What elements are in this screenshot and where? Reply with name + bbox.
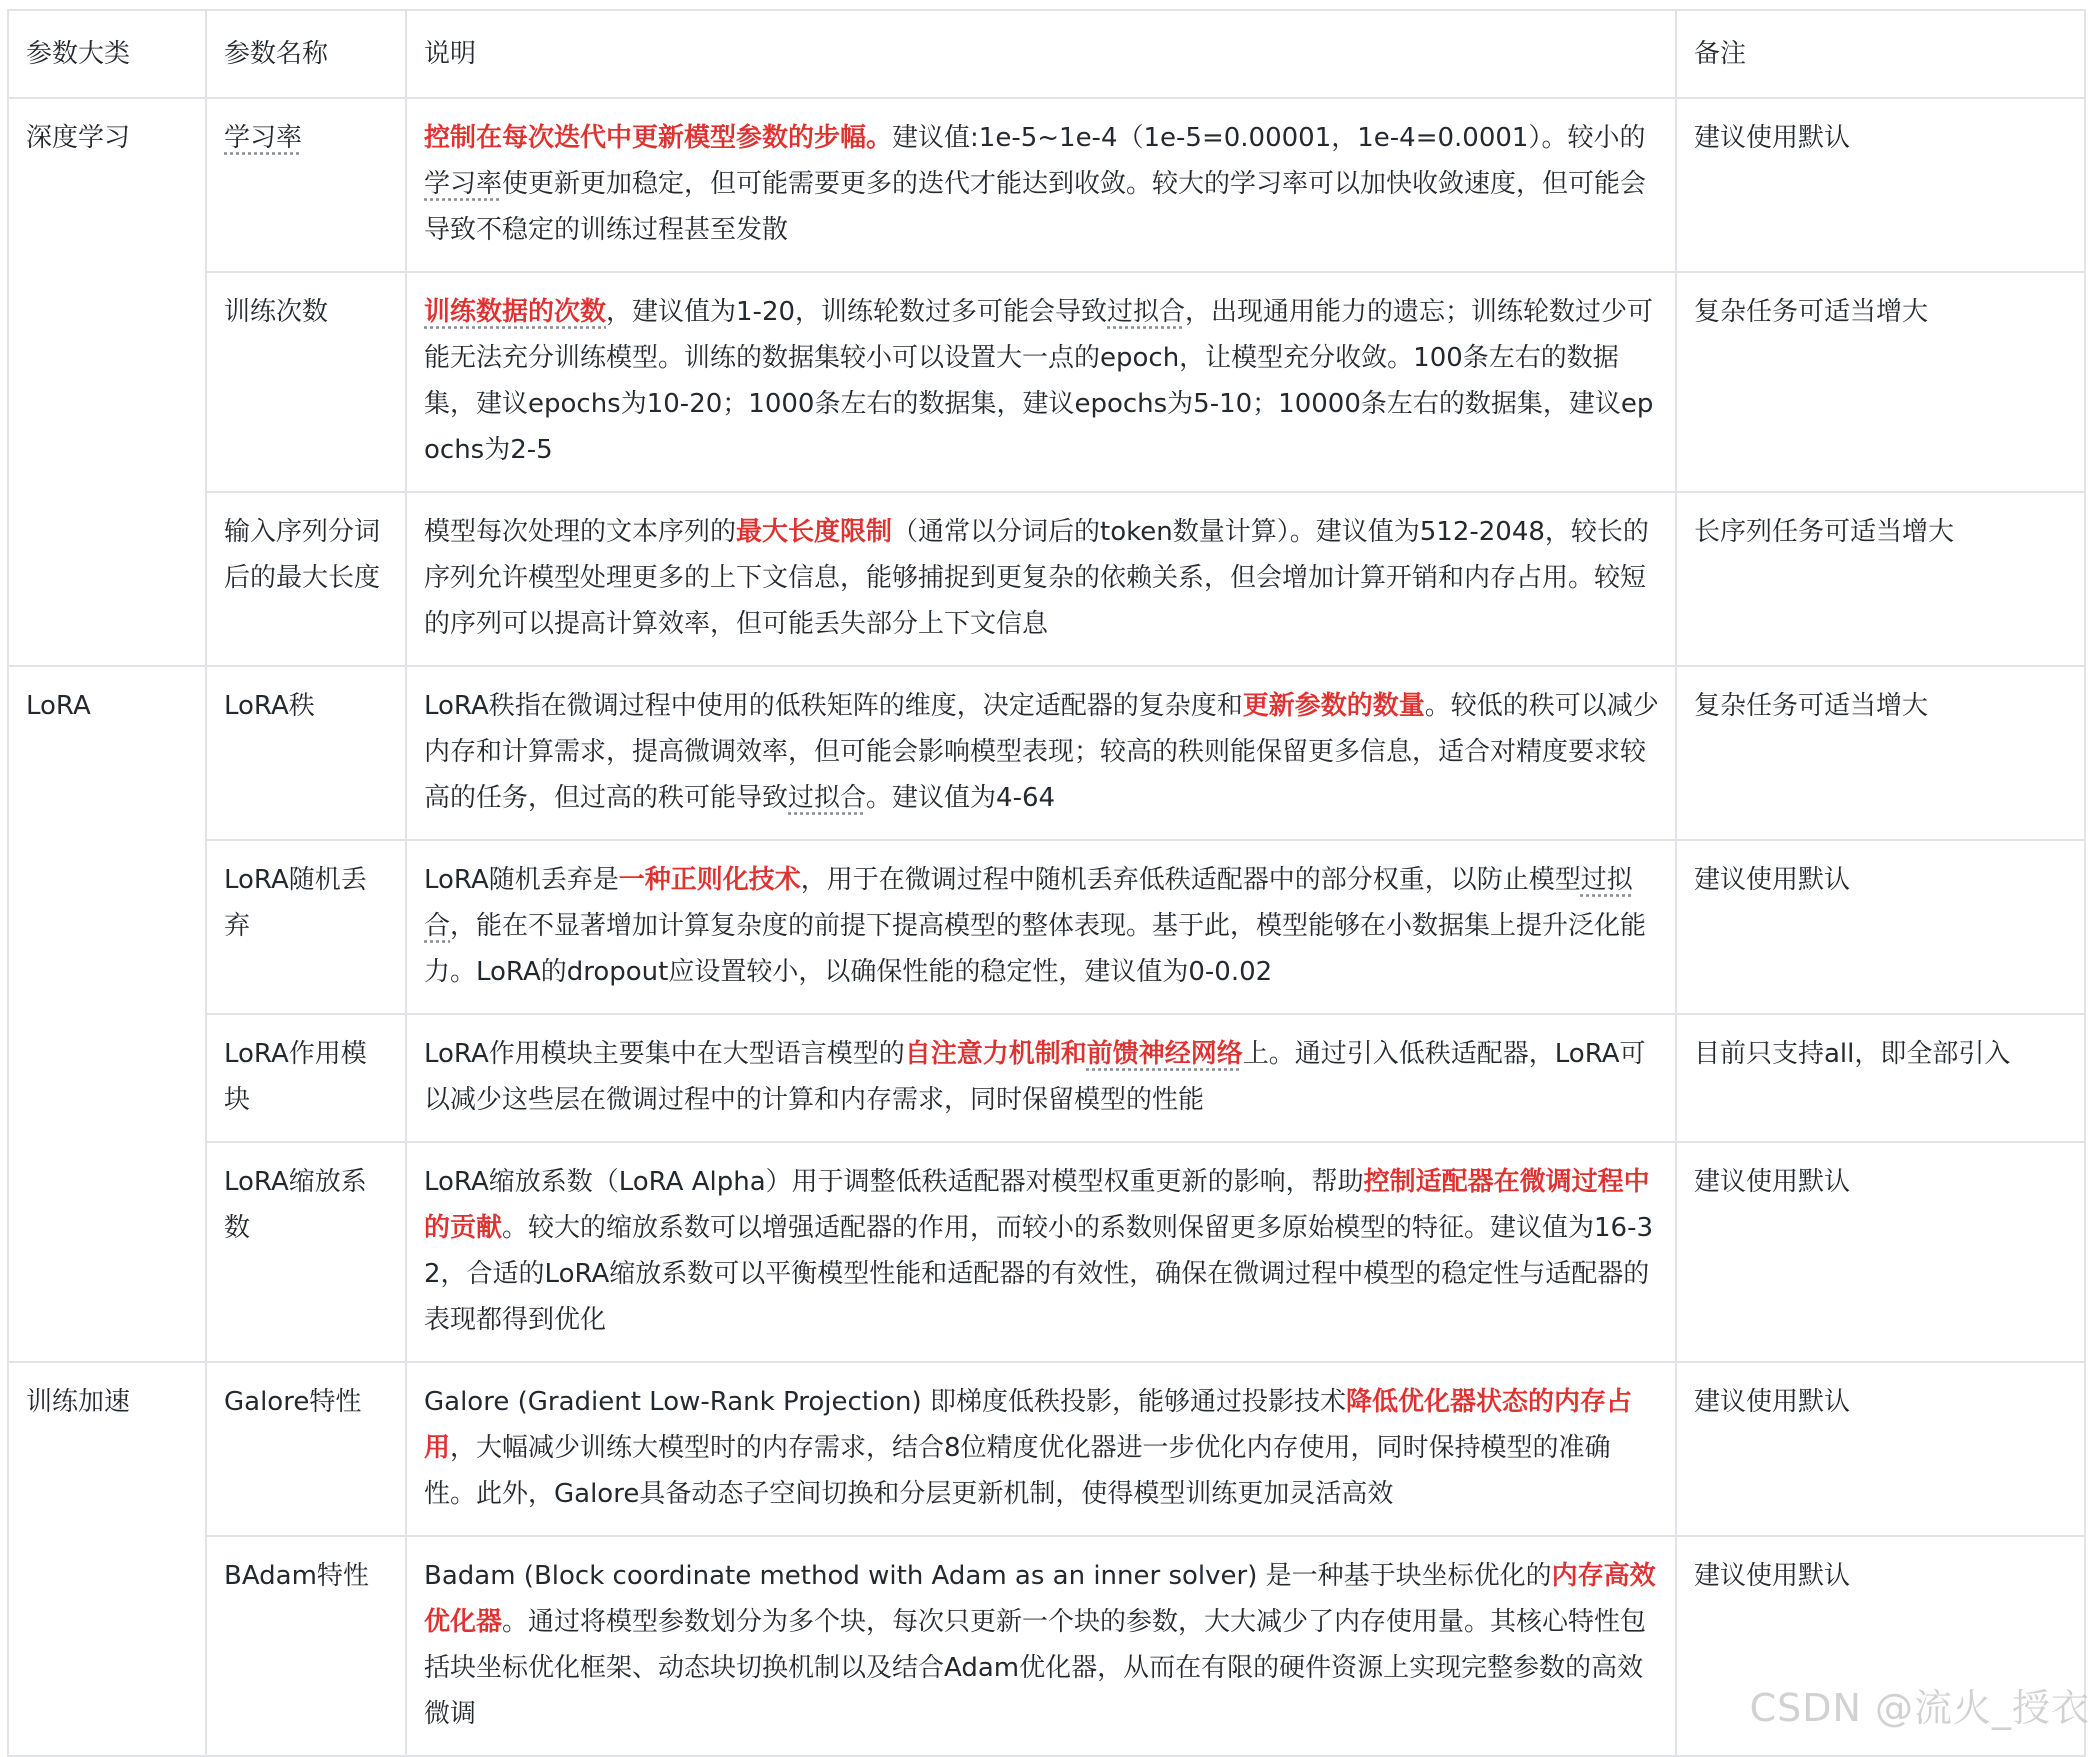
text-segment: 。通过将模型参数划分为多个块，每次只更新一个块的参数，大大减少了内存使用量。其核心特性包括块坐标优化框架、动态块切换机制以及结合Adam优化器，从而在有限的硬件资源上实现完整参数的高效微调 [424,1607,1647,1729]
text-segment: LoRA随机丢弃是 [424,865,619,895]
note-cell: 建议使用默认 [1676,840,2085,1014]
text-segment: LoRA作用模块 [224,1039,367,1115]
note-cell: 复杂任务可适当增大 [1676,666,2085,840]
note-cell: 建议使用默认 [1676,1362,2085,1536]
annotated-term: 过拟合 [788,783,867,813]
description-cell [406,840,1676,1014]
param-name-cell [206,666,406,840]
param-name-cell [206,1014,406,1142]
note-cell: 建议使用默认 [1676,98,2085,272]
header-name: 参数名称 [206,10,406,98]
note-cell: 目前只支持all，即全部引入 [1676,1014,2085,1142]
param-name-cell [206,272,406,492]
text-segment: 。建议值为4-64 [866,783,1056,813]
text-segment: 。较大的缩放系数可以增强适配器的作用，而较小的系数则保留更多原始模型的特征。建议值为16-32，合适的LoRA缩放系数可以平衡模型性能和适配器的有效性，确保在微调过程中模型的稳定性与适配器的表现都得到优化 [424,1213,1654,1335]
note-cell: 复杂任务可适当增大 [1676,272,2085,492]
description-cell [406,666,1676,840]
parameter-table [7,9,2086,1757]
param-name-cell [206,840,406,1014]
highlighted-text: 更新参数的数量 [1242,691,1425,721]
header-description: 说明 [406,10,1676,98]
table-row [8,840,2085,1014]
text-segment: ，建议值为1-20，训练轮数过多可能会导致 [606,297,1108,327]
text-segment: ，出现通用能力的遗忘；训练轮数过少可能无法充分训练模型。训练的数据集较小可以设置大一点的epoch，让模型充分收敛。100条左右的数据集，建议epochs为10-20；1000条左右的数据集，建议epochs为5-10；10000条左右的数据集，建议epochs为2-5 [424,297,1654,465]
highlighted-text: 内存高效优化器 [424,1561,1656,1637]
text-segment: ，用于在微调过程中随机丢弃低秩适配器中的部分权重，以防止模型 [800,865,1581,895]
category-cell: LoRA [8,666,206,1362]
highlighted-text: 控制在每次迭代中更新模型参数的步幅。 [424,123,893,153]
highlighted-text: 训练数据的次数 [424,297,607,327]
highlighted-text: 控制适配器在微调过程中的贡献 [424,1167,1650,1243]
description-cell [406,492,1676,666]
annotated-term: 过拟合 [1107,297,1186,327]
description-cell [406,1142,1676,1362]
note-cell: 建议使用默认 [1676,1536,2085,1756]
category-cell: 深度学习 [8,98,206,666]
param-name-cell [206,492,406,666]
text-segment: 。较低的秩可以减少内存和计算需求，提高微调效率，但可能会影响模型表现；较高的秩则能保留更多信息，适合对精度要求较高的任务，但过高的秩可能导致 [424,691,1659,813]
table-row [8,1014,2085,1142]
description-cell [406,98,1676,272]
highlighted-text: 最大长度限制 [736,517,893,547]
text-segment: Galore特性 [224,1387,362,1417]
annotated-term: 学习率 [224,123,303,153]
table-row [8,272,2085,492]
description-cell [406,1536,1676,1756]
description-cell [406,1362,1676,1536]
table-row [8,98,2085,272]
highlighted-text: 降低优化器状态的内存占用 [424,1387,1632,1463]
text-segment: LoRA秩指在微调过程中使用的低秩矩阵的维度，决定适配器的复杂度和 [424,691,1243,721]
table-row [8,666,2085,840]
text-segment: （通常以分词后的token数量计算）。建议值为512-2048，较长的序列允许模型处理更多的上下文信息，能够捕捉到更复杂的依赖关系，但会增加计算开销和内存占用。较短的序列可以提高计算效率，但可能丢失部分上下文信息 [424,517,1649,639]
text-segment: 输入序列分词后的最大长度 [224,517,381,593]
param-name-cell [206,1362,406,1536]
param-name-cell [206,1142,406,1362]
annotated-term: 学习率 [424,169,503,199]
highlighted-text: 自注意力机制和 [904,1039,1087,1069]
description-cell [406,1014,1676,1142]
param-name-cell [206,98,406,272]
text-segment: LoRA随机丢弃 [224,865,367,941]
text-segment: BAdam特性 [224,1561,369,1591]
note-cell: 长序列任务可适当增大 [1676,492,2085,666]
text-segment: 使更新更加稳定，但可能需要更多的迭代才能达到收敛。较大的学习率可以加快收敛速度，但可能会导致不稳定的训练过程甚至发散 [424,169,1647,245]
text-segment: Badam (Block coordinate method with Adam as an inner solver) 是一种基于块坐标优化的 [424,1561,1552,1591]
text-segment: 模型每次处理的文本序列的 [424,517,737,547]
table-row [8,492,2085,666]
description-cell [406,272,1676,492]
highlighted-text: 一种正则化技术 [618,865,801,895]
text-segment: LoRA秩 [224,691,315,721]
category-cell: 训练加速 [8,1362,206,1756]
watermark: CSDN @流火_授衣 [1749,1686,2090,1730]
table-row [8,1142,2085,1362]
text-segment: LoRA作用模块主要集中在大型语言模型的 [424,1039,905,1069]
text-segment: LoRA缩放系数（LoRA Alpha）用于调整低秩适配器对模型权重更新的影响，帮助 [424,1167,1364,1197]
note-cell: 建议使用默认 [1676,1142,2085,1362]
text-segment: ，大幅减少训练大模型时的内存需求，结合8位精度优化器进一步优化内存使用，同时保持模型的准确性。此外，Galore具备动态子空间切换和分层更新机制，使得模型训练更加灵活高效 [424,1433,1611,1509]
text-segment: LoRA缩放系数 [224,1167,367,1243]
table-header-row [8,10,2085,98]
table-row [8,1362,2085,1536]
text-segment: 训练次数 [224,297,329,327]
highlighted-text: 前馈神经网络 [1086,1039,1243,1069]
header-category: 参数大类 [8,10,206,98]
text-segment: ，能在不显著增加计算复杂度的前提下提高模型的整体表现。基于此，模型能够在小数据集上提升泛化能力。LoRA的dropout应设置较小，以确保性能的稳定性，建议值为0-0.02 [424,911,1647,987]
param-name-cell [206,1536,406,1756]
header-note: 备注 [1676,10,2085,98]
text-segment: 上。通过引入低秩适配器，LoRA可以减少这些层在微调过程中的计算和内存需求，同时保留模型的性能 [424,1039,1646,1115]
text-segment: 建议值:1e-5~1e-4（1e-5=0.00001，1e-4=0.0001）。较小的 [892,123,1646,153]
text-segment: Galore (Gradient Low-Rank Projection) 即梯度低秩投影，能够通过投影技术 [424,1387,1346,1417]
annotated-term: 过拟合 [424,865,1633,941]
